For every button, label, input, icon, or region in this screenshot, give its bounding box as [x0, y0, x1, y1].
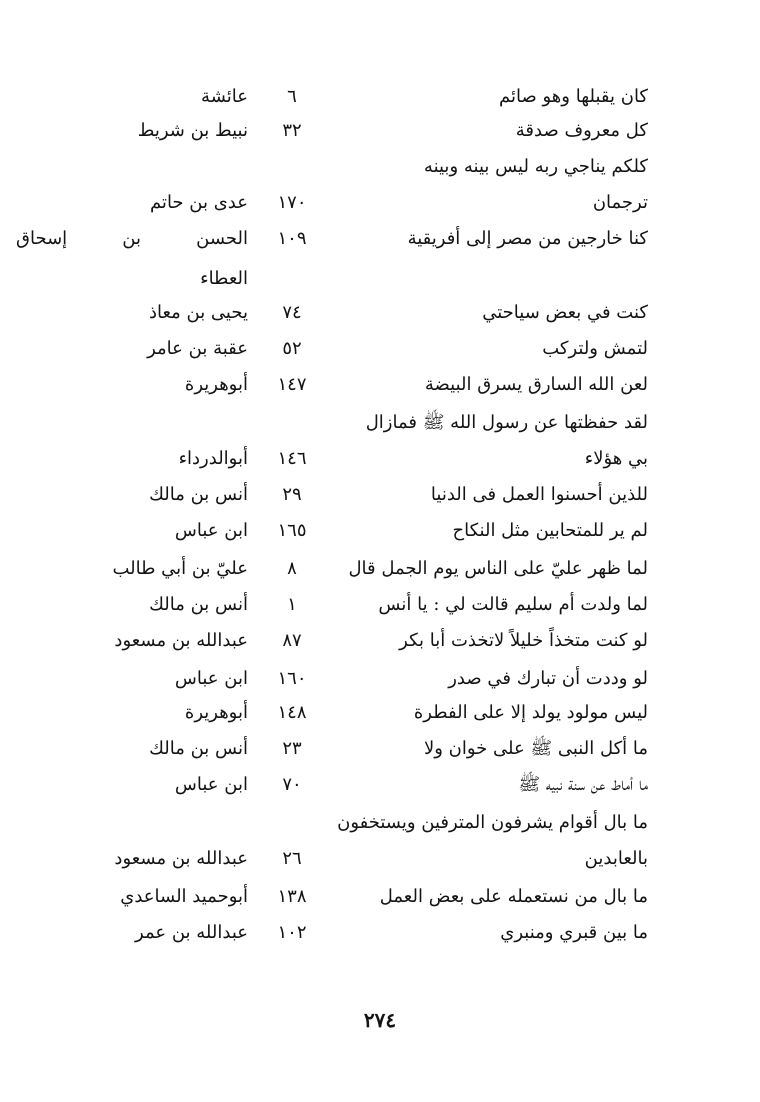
hadith-text: لقد حفظتها عن رسول الله ﷺ فمازال — [365, 412, 648, 433]
index-row — [0, 296, 760, 330]
hadith-text: بالعابدين — [584, 848, 648, 869]
hadith-number — [262, 806, 322, 840]
index-row — [0, 916, 760, 950]
hadith-text: ما بال أقوام يشرفون المترفين ويستخفون — [337, 812, 648, 833]
hadith-text: ما أكل النبى ﷺ على خوان ولا — [423, 738, 648, 759]
narrator-name: أنس بن مالك — [149, 484, 248, 505]
narrator-name: ابن عباس — [174, 520, 248, 541]
hadith-text: كنا خارجين من مصر إلى أفريقية — [407, 228, 648, 249]
hadith-number: ١٤٨ — [277, 702, 307, 723]
narrator-name: عبدالله بن عمر — [135, 922, 248, 943]
narrator-name — [16, 806, 248, 840]
narrator-name: عبدالله بن مسعود — [114, 630, 248, 651]
index-row — [0, 442, 760, 476]
hadith-text: ما أماط عن سنة نبيه ﷺ — [518, 774, 648, 795]
hadith-text: لو وددت أن تبارك في صدر — [448, 668, 648, 689]
hadith-number: ٢٩ — [282, 484, 302, 505]
index-row — [0, 696, 760, 730]
index-row — [0, 514, 760, 548]
hadith-text: ترجمان — [592, 192, 648, 213]
hadith-number: ١٦٥ — [277, 520, 307, 541]
narrator-name: عدى بن حاتم — [149, 192, 248, 213]
narrator-name: أبوهريرة — [184, 374, 248, 395]
narrator-name: أنس بن مالك — [149, 594, 248, 615]
index-row — [0, 806, 760, 840]
hadith-number — [262, 150, 322, 184]
narrator-name: الحسن بن إسحاق — [16, 228, 248, 249]
index-row — [0, 478, 760, 512]
hadith-text: ليس مولود يولد إلا على الفطرة — [413, 702, 648, 723]
index-row — [0, 262, 760, 296]
hadith-text: لما ولدت أم سليم قالت لي : يا أنس — [378, 594, 648, 615]
index-row — [0, 624, 760, 658]
narrator-name: يحيى بن معاذ — [148, 302, 248, 323]
hadith-text — [348, 262, 648, 296]
narrator-name: عقبة بن عامر — [147, 338, 248, 359]
narrator-name: أبوهريرة — [184, 702, 248, 723]
hadith-number: ١ — [287, 594, 297, 615]
hadith-number: ٧٠ — [282, 774, 302, 795]
narrator-name: عبدالله بن مسعود — [114, 848, 248, 869]
index-row — [0, 588, 760, 622]
hadith-text: لو كنت متخذاً خليلاً لاتخذت أبا بكر — [399, 630, 648, 651]
index-row — [0, 662, 760, 696]
index-row — [0, 222, 760, 256]
hadith-number: ٨٧ — [282, 630, 302, 651]
narrator-name: عائشة — [201, 86, 248, 107]
narrator-name: عليّ بن أبي طالب — [112, 558, 248, 579]
hadith-text: كان يقبلها وهو صائم — [499, 86, 648, 107]
hadith-number: ٢٣ — [282, 738, 302, 759]
hadith-text: لعن الله السارق يسرق البيضة — [424, 374, 648, 395]
narrator-name — [16, 150, 248, 184]
hadith-text: لما ظهر عليّ على الناس يوم الجمل قال — [348, 558, 648, 579]
index-row — [0, 150, 760, 184]
hadith-text: للذين أحسنوا العمل فى الدنيا — [430, 484, 648, 505]
hadith-number: ١٣٨ — [277, 886, 307, 907]
hadith-text: كنت في بعض سياحتي — [482, 302, 648, 323]
narrator-name — [16, 406, 248, 440]
narrator-name: أبوالدرداء — [178, 448, 248, 469]
page-number: ٢٧٤ — [363, 1008, 397, 1032]
index-row — [0, 80, 760, 114]
hadith-number: ٥٢ — [282, 338, 302, 359]
hadith-text: لتمش ولتركب — [542, 338, 648, 359]
hadith-number: ١٤٦ — [277, 448, 307, 469]
hadith-number: ١٠٩ — [277, 228, 307, 249]
hadith-number: ٨ — [287, 558, 297, 579]
index-row — [0, 552, 760, 586]
index-row — [0, 368, 760, 402]
index-row — [0, 406, 760, 440]
narrator-name: ابن عباس — [174, 668, 248, 689]
hadith-text: كل معروف صدقة — [515, 120, 648, 141]
hadith-number: ١٧٠ — [277, 192, 307, 213]
hadith-text: كلكم يناجي ربه ليس بينه وبينه — [423, 156, 648, 177]
hadith-number: ١٦٠ — [277, 668, 307, 689]
narrator-name: ابن عباس — [174, 774, 248, 795]
index-row — [0, 842, 760, 876]
index-row — [0, 332, 760, 366]
hadith-number — [262, 262, 322, 296]
narrator-name: أنس بن مالك — [149, 738, 248, 759]
narrator-name: أبوحميد الساعدي — [120, 886, 248, 907]
hadith-number — [262, 406, 322, 440]
narrator-name: نبيط بن شريط — [137, 120, 248, 141]
index-row — [0, 880, 760, 914]
hadith-text: بي هؤلاء — [584, 448, 648, 469]
index-row — [0, 186, 760, 220]
hadith-number: ٢٦ — [282, 848, 302, 869]
hadith-number: ١٠٢ — [277, 922, 307, 943]
hadith-text: لم ير للمتحابين مثل النكاح — [452, 520, 648, 541]
hadith-text: ما بين قبري ومنبري — [500, 922, 648, 943]
hadith-number: ١٤٧ — [277, 374, 307, 395]
index-row — [0, 768, 760, 802]
index-row — [0, 114, 760, 148]
hadith-number: ٧٤ — [282, 302, 302, 323]
index-row — [0, 732, 760, 766]
hadith-number: ٦ — [287, 86, 297, 107]
narrator-name: العطاء — [200, 268, 248, 289]
hadith-text: ما بال من نستعمله على بعض العمل — [379, 886, 648, 907]
hadith-number: ٣٢ — [282, 120, 302, 141]
